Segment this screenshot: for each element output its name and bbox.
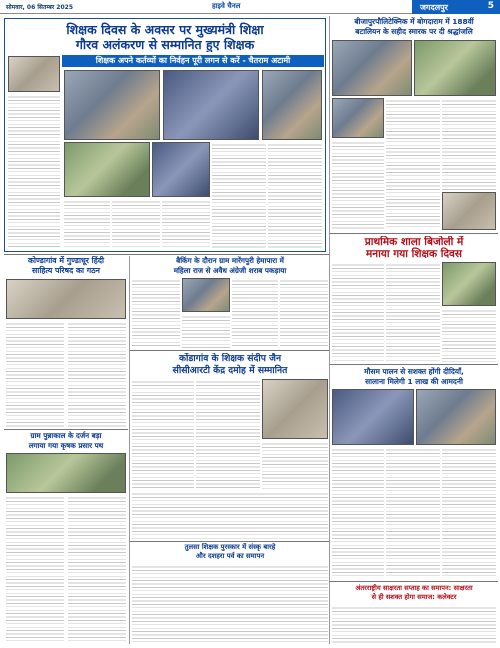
article-bijapur-text-col2 [386,98,440,230]
literary-council-photo [6,279,126,319]
article-liquor-seizure-headline [132,256,328,275]
article-village-text-col2 [68,495,126,643]
article-literary-council-headline [4,256,128,276]
article-bijoli-headline [332,236,496,260]
divider [130,350,330,351]
city-name: जगदलपुर [420,3,448,12]
article-livelihood-text-col3 [442,447,496,579]
headline-line-2: सालाना मिलेगी 1 लाख की आमदनी [365,376,463,386]
divider [4,429,128,430]
article-bijoli-text-col2 [386,262,440,362]
memorial-photo-2 [414,40,496,96]
headline-line-2: गौरव अलंकरण से सम्मानित हुए शिक्षक [75,37,255,52]
article-teacher-honoured-text-cont [132,491,328,539]
column-rule [329,16,330,644]
award-ceremony-photo-2 [163,70,259,140]
headline-line-2: और दशहरा पर्व का समापन [195,552,265,560]
headline-line-2: सीसीआरटी केंद्र दमोह में सम्मानित [172,364,288,376]
article-teachers-day-headline [8,22,322,52]
divider [330,581,498,582]
newspaper-name: हाइवे चैनल [212,2,241,10]
article-teachers-day-text-col5 [212,142,266,248]
headline-line-1: प्राथमिक शाला बिजोली में [364,236,464,248]
article-livelihood-text-col2 [386,447,440,579]
article-livelihood-headline [332,367,496,386]
award-ceremony-photo-1 [64,70,160,140]
teacher-honoured-photo [262,379,328,439]
headline-line-2: से ही सशक्त होगा समाज: कलेक्टर [371,593,457,601]
headline-line-2: साहित्य परिषद का गठन [32,266,100,275]
article-teachers-day-text-col2 [64,199,110,249]
article-teachers-day-text-col3 [112,199,160,249]
village-event-photo [6,453,126,493]
text-lines-col1 [8,94,60,248]
headline-line-2: लगाया गया कृषक प्रसार पथ [28,440,104,450]
headline-line-1: बैकिंग के दौरान ग्राम मारेंगपुरी हेमापारा में [176,256,284,265]
article-literary-council-text-col1 [6,321,64,427]
city-banner [412,0,500,14]
headline-line-1: ग्राम पुन्नाकाल के दर्जन बड़ा [30,431,102,440]
divider [330,233,498,234]
headline-line-1: तुलसा शिक्षक पुरस्कार में संस्कृ बारहे [184,543,276,551]
article-liquor-text-col1 [132,278,180,348]
column-rule [129,256,130,644]
memorial-photo-1 [332,40,412,96]
article-teachers-day-text-col4 [162,199,210,249]
teacher-portrait-photo [8,56,60,92]
article-literary-council-text-col2 [68,321,126,427]
headline-line-1: अंतरराष्ट्रीय साक्षरता सप्ताह का समापन: साक्षरता [355,584,473,592]
article-village-headline [4,431,128,450]
women-group-photo-1 [332,389,414,445]
school-celebration-photo [442,262,496,306]
divider [130,541,330,542]
article-teachers-day-text-col6 [268,142,322,248]
page-number: 5 [487,1,494,11]
article-liquor-text-col3 [232,278,278,348]
headline-line-1: बीजापुरपौलिटेक्निक में बोगदाराम में 188वीं [354,17,474,26]
article-bijoli-text-col1 [332,262,384,362]
women-group-photo-2 [416,389,496,445]
issue-date: सोमवार, 06 सितम्बर 2025 [6,4,73,11]
headline-line-2: बटालियन के सहीद स्मारक पर दी श्रद्धांजलि [355,26,473,36]
article-literacy-week-text [332,605,496,643]
article-bijoli-text-col3 [442,308,496,362]
award-ceremony-photo-3 [262,70,322,140]
memorial-photo-3 [332,98,384,138]
award-ceremony-photo-4 [64,142,150,197]
headline-line-1: कोण्डागांव में गुण्डाधूर हिंदी [27,256,105,265]
article-teacher-honoured-text-col3 [262,441,328,489]
article-livelihood-text-col1 [332,447,384,579]
article-bijapur-text-col1 [332,140,384,230]
article-dussehra-text [132,564,328,642]
headline-line-1: शिक्षक दिवस के अवसर पर मुख्यमंत्री शिक्षा [66,22,264,37]
article-teacher-honoured-text-col1 [132,379,194,489]
headline-line-2: मनाया गया शिक्षक दिवस [365,248,462,260]
headline-line-1: कोंडागांव के शिक्षक संदीप जैन [178,353,282,364]
article-literacy-week-headline [332,584,496,602]
award-ceremony-photo-5 [152,142,210,197]
divider [4,254,330,255]
article-liquor-text-col4 [280,278,328,348]
article-teacher-honoured-headline [132,353,328,376]
article-bijapur-text-col3 [442,98,496,190]
police-seizure-photo [182,278,230,312]
article-dussehra-headline [132,543,328,561]
headline-line-1: मौसम पालन से सशक्त होंगी दीदियाँ, [364,367,464,376]
article-liquor-text-col2 [182,314,230,348]
article-teachers-day-banner: शिक्षक अपने कर्तव्यों का निर्वहन पूरी लगन से करें - चैतराम अटामी [62,55,324,67]
headline-line-2: महिला राज से अवैध अंग्रेजी शराब पकड़ाया [173,265,287,275]
memorial-photo-4 [442,192,496,230]
divider [330,364,498,365]
article-bijapur-headline [332,17,496,36]
article-village-text-col1 [6,495,64,643]
article-teacher-honoured-text-col2 [196,379,260,489]
